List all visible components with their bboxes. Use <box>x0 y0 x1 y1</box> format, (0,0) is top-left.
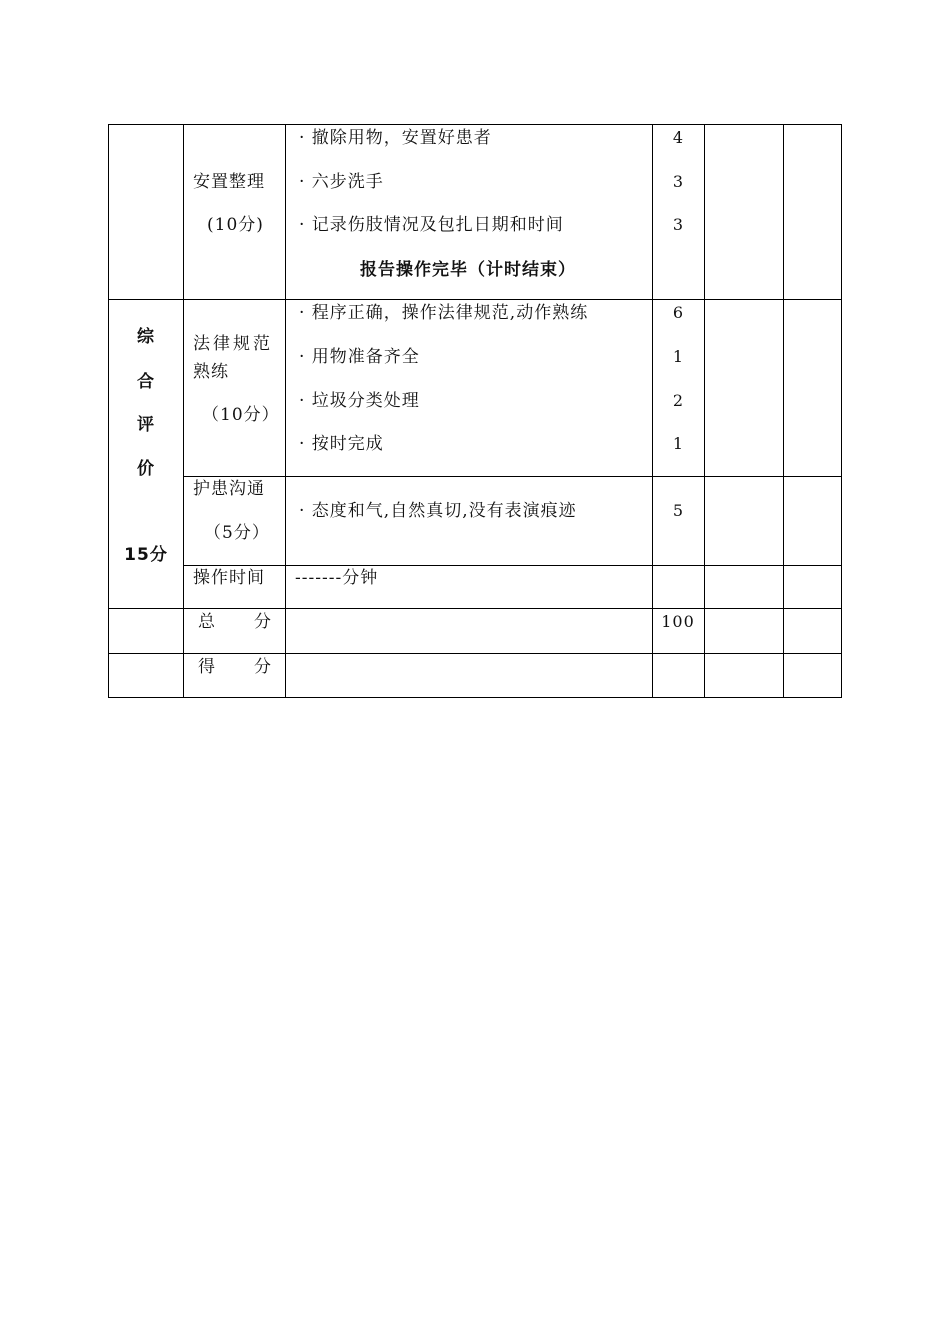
list-item: · 六步洗手 <box>299 172 384 192</box>
list-item: · 用物准备齐全 <box>299 347 420 367</box>
list-item: · 程序正确，操作法律规范,动作熟练 <box>299 303 589 323</box>
section-label-char: 价 <box>137 459 155 479</box>
list-item: · 态度和气,自然真切,没有表演痕迹 <box>299 501 577 521</box>
time-label: 操作时间 <box>193 568 265 588</box>
total-label-char: 总 <box>198 612 216 632</box>
section-label-score: 15分 <box>124 545 168 565</box>
total-score: 100 <box>661 612 695 631</box>
item-score: 2 <box>672 391 684 410</box>
category-score-communication: （5分） <box>204 523 270 543</box>
item-score: 4 <box>672 128 684 147</box>
earned-label-char: 得 <box>198 657 216 677</box>
item-score: 6 <box>672 303 684 322</box>
item-score: 3 <box>672 172 684 191</box>
section-label-char: 合 <box>137 372 155 392</box>
category-score-arrangement: (10分) <box>207 215 264 235</box>
total-label-char: 分 <box>254 612 272 632</box>
section-label-char: 综 <box>137 327 155 347</box>
category-label-legal-line2: 熟练 <box>193 362 229 382</box>
closing-note: 报告操作完毕（计时结束） <box>360 260 576 280</box>
section-label-char: 评 <box>137 415 155 435</box>
earned-label-char: 分 <box>254 657 272 677</box>
item-score: 1 <box>672 347 684 366</box>
category-label-legal: 法律规范 <box>193 334 273 354</box>
category-label-communication: 护患沟通 <box>193 479 265 499</box>
time-value: -------分钟 <box>295 568 379 588</box>
list-item: · 垃圾分类处理 <box>299 391 420 411</box>
list-item: · 撤除用物，安置好患者 <box>299 128 492 148</box>
list-item: · 按时完成 <box>299 434 384 454</box>
item-score: 3 <box>672 215 684 234</box>
category-label-arrangement: 安置整理 <box>193 172 265 192</box>
category-score-legal: （10分） <box>202 405 280 425</box>
list-item: · 记录伤肢情况及包扎日期和时间 <box>299 215 564 235</box>
item-score: 1 <box>672 434 684 453</box>
item-score: 5 <box>672 501 684 520</box>
